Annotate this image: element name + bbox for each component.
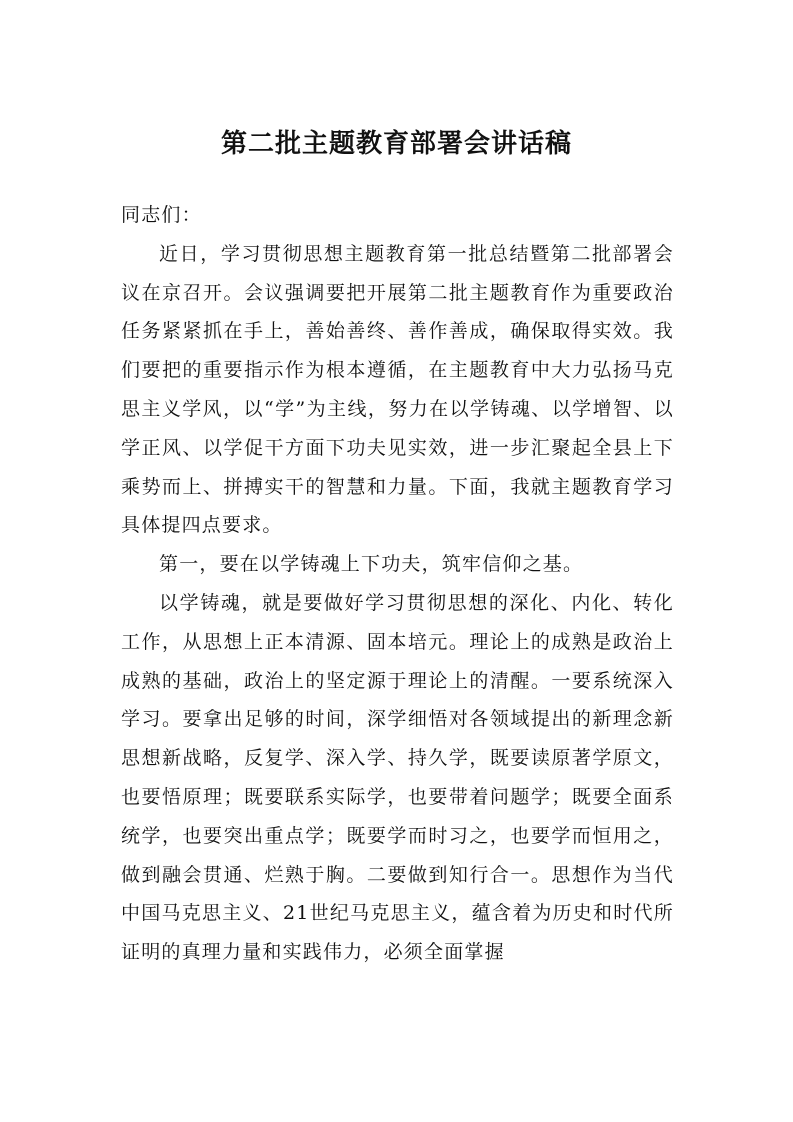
document-title: 第二批主题教育部署会讲话稿: [220, 129, 572, 159]
paragraph-intro: 近日，学习贯彻思想主题教育第一批总结暨第二批部署会议在京召开。会议强调要把开展第二批主题教育作为重要政治任务紧紧抓在手上，善始善终、善作善成，确保取得实效。我们要把的重要指示作为根本遵循，在主题教育中大力弘扬马克思主义学风，以“学”为主线，努力在以学铸魂、以学增智、以学正风、以学促干方面下功夫见实效，进一步汇聚起全县上下乘势而上、拼搏实干的智慧和力量。下面，我就主题教育学习具体提四点要求。: [121, 242, 674, 537]
paragraph-point-one-body: 以学铸魂，就是要做好学习贯彻思想的深化、内化、转化工作，从思想上正本清源、固本培元。理论上的成熟是政治上成熟的基础，政治上的坚定源于理论上的清醒。一要系统深入学习。要拿出足够的时间，深学细悟对各领域提出的新理念新思想新战略，反复学、深入学、持久学，既要读原著学原文，也要悟原理；既要联系实际学，也要带着问题学；既要全面系统学，也要突出重点学；既要学而时习之，也要学而恒用之，做到融会贯通、烂熟于胸。二要做到知行合一。思想作为当代中国马克思主义、21世纪马克思主义，蕴含着为历史和时代所证明的真理力量和实践伟力，必须全面掌握: [121, 591, 674, 964]
paragraph-point-one-heading: 第一，要在以学铸魂上下功夫，筑牢信仰之基。: [159, 553, 584, 576]
document-body: [121, 196, 674, 972]
salutation: 同志们：: [121, 204, 202, 226]
